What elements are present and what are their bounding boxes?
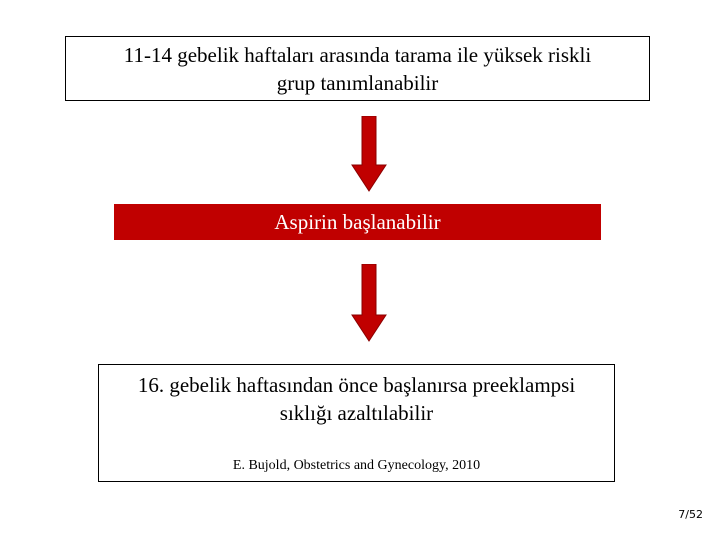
- bottom-box-main-text: [99, 365, 614, 427]
- citation: E. Bujold, Obstetrics and Gynecology, 2010: [232, 458, 481, 473]
- bottom-box-line-2: sıklığı azaltılabilir: [279, 401, 434, 425]
- middle-box-text: Aspirin başlanabilir: [274, 210, 441, 234]
- down-arrow-shape: [352, 116, 386, 191]
- top-box-line-1: 11-14 gebelik haftaları arasında tarama ile yüksek riskli: [123, 43, 592, 67]
- down-arrow-icon: [351, 264, 387, 342]
- page-number: 7/52: [678, 508, 703, 521]
- bottom-box: [98, 364, 615, 482]
- top-box-line-2: grup tanımlanabilir: [276, 71, 439, 95]
- middle-box: [114, 204, 601, 240]
- bottom-box-line-1: 16. gebelik haftasından önce başlanırsa preeklampsi: [137, 373, 576, 397]
- top-box: [65, 36, 650, 101]
- down-arrow-shape: [352, 264, 386, 341]
- down-arrow-icon: [351, 116, 387, 192]
